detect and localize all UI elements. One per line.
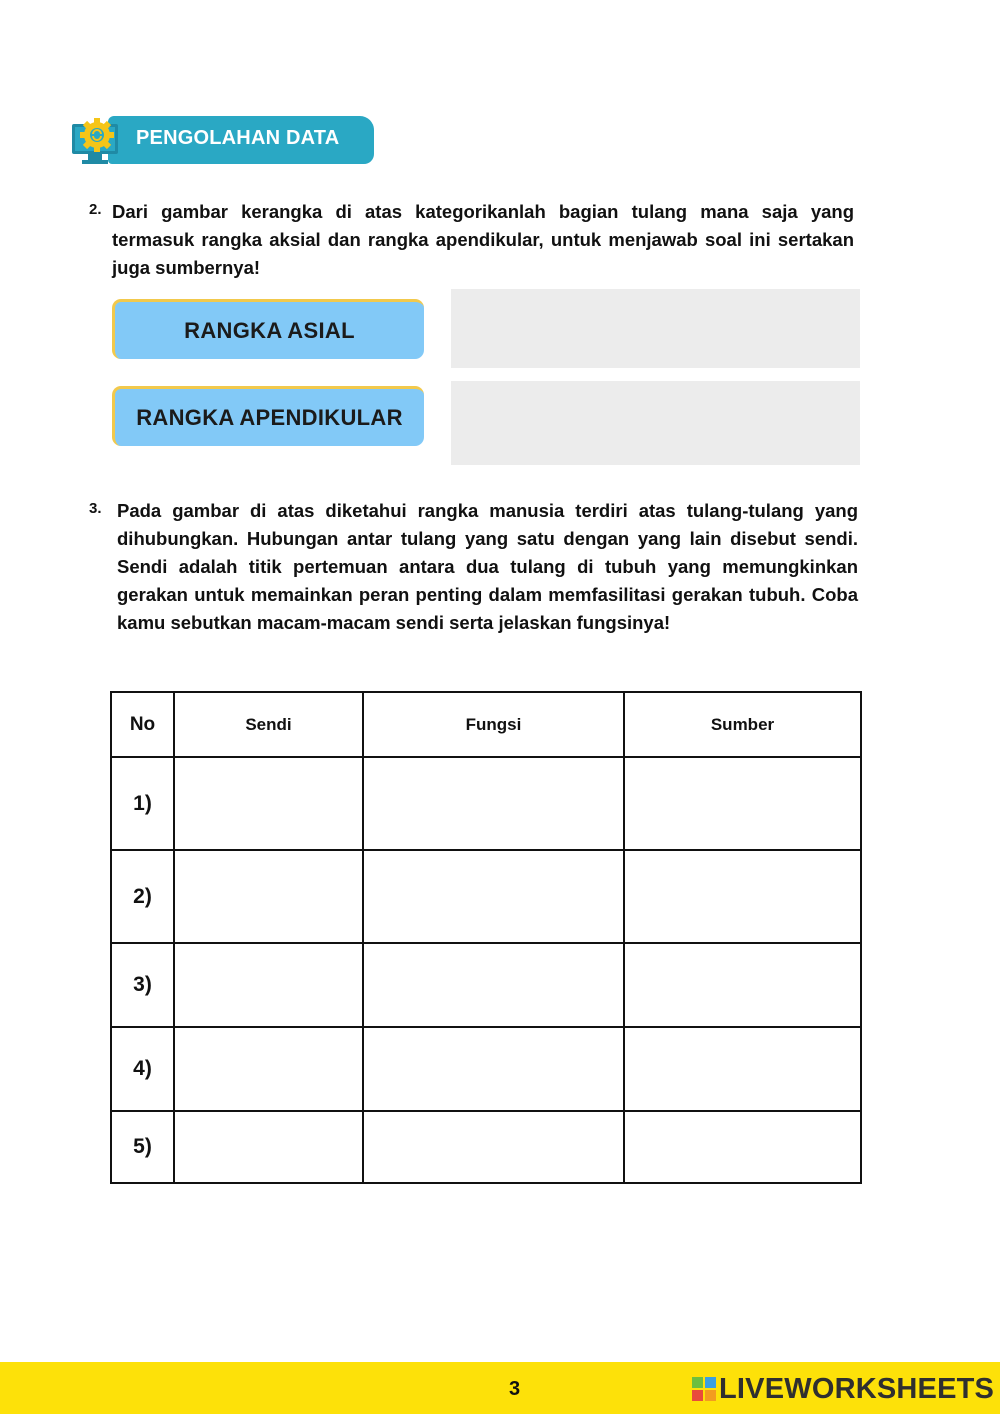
rangka-asial-label: RANGKA ASIAL — [112, 299, 424, 359]
sendi-cell[interactable] — [174, 850, 363, 943]
rangka-asial-answer-input[interactable] — [451, 289, 860, 368]
sendi-cell[interactable] — [174, 1111, 363, 1183]
table-row — [111, 850, 861, 943]
table-row — [111, 757, 861, 850]
sendi-input[interactable] — [175, 1138, 362, 1155]
fungsi-cell[interactable] — [363, 943, 624, 1027]
brand-name: LIVEWORKSHEETS — [719, 1372, 995, 1405]
brand[interactable] — [692, 1372, 994, 1406]
sendi-input[interactable] — [175, 976, 362, 993]
sumber-input[interactable] — [625, 795, 860, 812]
header-sumber: Sumber — [624, 692, 861, 757]
fungsi-input[interactable] — [364, 888, 623, 905]
sumber-cell[interactable] — [624, 943, 861, 1027]
sendi-input[interactable] — [175, 795, 362, 812]
header-sendi: Sendi — [174, 692, 363, 757]
sendi-input[interactable] — [175, 1060, 362, 1077]
header-fungsi: Fungsi — [363, 692, 624, 757]
fungsi-cell[interactable] — [363, 757, 624, 850]
section-header — [70, 114, 375, 166]
question-2-text: Dari gambar kerangka di atas kategorikanlah bagian tulang mana saja yang termasuk rangka aksial dan rangka apendikular, untuk menjawab soal ini sertakan juga sumbernya! — [112, 201, 854, 278]
row-number: 1) — [111, 757, 174, 850]
sendi-cell[interactable] — [174, 1027, 363, 1111]
fungsi-input[interactable] — [364, 976, 623, 993]
header-no: No — [111, 692, 174, 757]
row-number: 3) — [111, 943, 174, 1027]
sumber-input[interactable] — [625, 1138, 860, 1155]
section-title: PENGOLAHAN DATA — [136, 127, 340, 149]
table-row — [111, 1111, 861, 1183]
fungsi-cell[interactable] — [363, 850, 624, 943]
sendi-cell[interactable] — [174, 943, 363, 1027]
sendi-input[interactable] — [175, 888, 362, 905]
page-number: 3 — [509, 1378, 521, 1400]
sumber-input[interactable] — [625, 888, 860, 905]
fungsi-input[interactable] — [364, 1060, 623, 1077]
question-3-number: 3. — [89, 500, 102, 517]
sumber-input[interactable] — [625, 976, 860, 993]
row-number: 2) — [111, 850, 174, 943]
sumber-cell[interactable] — [624, 757, 861, 850]
table-row — [111, 1027, 861, 1111]
sumber-cell[interactable] — [624, 1027, 861, 1111]
page-footer — [0, 1362, 1000, 1414]
question-2-number: 2. — [89, 201, 102, 218]
sendi-table — [110, 691, 862, 1184]
rangka-apendikular-label: RANGKA APENDIKULAR — [112, 386, 424, 446]
table-header-row — [111, 692, 861, 757]
sumber-cell[interactable] — [624, 1111, 861, 1183]
fungsi-cell[interactable] — [363, 1111, 624, 1183]
question-3-text: Pada gambar di atas diketahui rangka manusia terdiri atas tulang-tulang yang dihubungkan. Hubungan antar tulang yang satu dengan yang lain disebut sendi. Sendi adalah titik pertemuan antara dua tulang di tubuh yang memungkinkan gerakan untuk memainkan peran penting dalam memfasilitasi gerakan tubuh. Coba kamu sebutkan macam-macam sendi serta jelaskan fungsinya! — [117, 500, 858, 633]
sumber-input[interactable] — [625, 1060, 860, 1077]
fungsi-input[interactable] — [364, 1138, 623, 1155]
sumber-cell[interactable] — [624, 850, 861, 943]
liveworksheets-logo-icon — [692, 1377, 716, 1401]
rangka-apendikular-answer-input[interactable] — [451, 381, 860, 465]
row-number: 5) — [111, 1111, 174, 1183]
fungsi-input[interactable] — [364, 795, 623, 812]
gear-monitor-icon — [70, 118, 126, 166]
sendi-cell[interactable] — [174, 757, 363, 850]
fungsi-cell[interactable] — [363, 1027, 624, 1111]
table-row — [111, 943, 861, 1027]
row-number: 4) — [111, 1027, 174, 1111]
